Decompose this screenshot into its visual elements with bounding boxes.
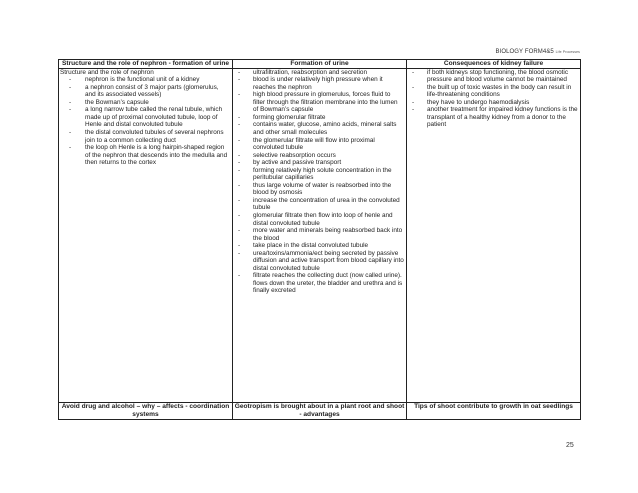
list-item bbox=[233, 197, 404, 212]
footer-row bbox=[59, 402, 581, 419]
list-item-text: more water and minerals being reabsorbed back into the blood bbox=[253, 227, 403, 242]
list-item-text: the distal convoluted tubules of several nephrons join to a common collecting duct bbox=[85, 128, 224, 144]
content-row bbox=[59, 68, 581, 402]
header-row bbox=[59, 60, 581, 69]
structure-cell-title: Structure and the role of nephron bbox=[60, 68, 154, 76]
list-item-text: urea/toxins/ammonia/ect being secreted by passive diffusion and active transport from blood capillary into distal convoluted tubule bbox=[253, 249, 404, 272]
header-title: BIOLOGY FORM4&5 bbox=[495, 49, 554, 55]
list-item bbox=[59, 129, 230, 144]
bullet-dash: - bbox=[238, 211, 241, 219]
formation-cell bbox=[233, 68, 407, 402]
list-item bbox=[407, 84, 578, 99]
list-item-text: high blood pressure in glomerulus, forces fluid to filter through the filtration membrane into the lumen of Bowman’s capsule bbox=[253, 91, 398, 114]
bullet-dash: - bbox=[238, 113, 241, 121]
list-item-text: take place in the distal convoluted tubule bbox=[253, 242, 369, 250]
bullet-dash: - bbox=[69, 106, 72, 114]
page-header bbox=[495, 49, 580, 55]
list-item-text: glomerular filtrate then flow into loop of henle and distal convoluted tubule bbox=[253, 211, 393, 227]
list-item bbox=[407, 106, 578, 129]
bullet-dash: - bbox=[238, 166, 241, 174]
bullet-dash: - bbox=[238, 181, 241, 189]
list-item bbox=[233, 91, 404, 114]
bullet-dash: - bbox=[69, 83, 72, 91]
list-item bbox=[407, 69, 578, 84]
bullet-dash: - bbox=[69, 76, 72, 84]
notes-table bbox=[58, 59, 581, 420]
consequences-list bbox=[407, 69, 580, 129]
header-cell-consequences: Consequences of kidney failure bbox=[407, 60, 581, 69]
list-item bbox=[233, 76, 404, 91]
bullet-dash: - bbox=[412, 83, 415, 91]
bullet-dash: - bbox=[238, 76, 241, 84]
footer-cell-oat-seedlings: Tips of shoot contribute to growth in oat seedlings bbox=[407, 402, 581, 419]
list-item-text: the glomerular filtrate will flow into proximal convoluted tubule bbox=[253, 136, 375, 152]
bullet-dash: - bbox=[238, 249, 241, 257]
list-item bbox=[233, 212, 404, 227]
bullet-dash: - bbox=[238, 227, 241, 235]
list-item-text: another treatment for impaired kidney functions is the transplant of a healthy kidney from a donor to the patient bbox=[427, 106, 578, 129]
list-item-text: a long narrow tube called the renal tubule, which made up of proximal convoluted tubule, loop of Henle and distal convoluted tubule bbox=[85, 106, 223, 129]
list-item bbox=[233, 69, 404, 77]
list-item-text: ultrafiltration, reabsorption and secretion bbox=[253, 68, 368, 76]
list-item bbox=[59, 144, 230, 167]
list-item-text: blood is under relatively high pressure when it reaches the nephron bbox=[253, 76, 383, 91]
list-item bbox=[233, 159, 404, 167]
list-item-text: the loop oh Henle is a long hairpin-shaped region of the nephron that descends into the medulla and then returns to the cortex bbox=[85, 144, 228, 167]
list-item-text: forming relatively high solute concentration in the peritubular capillaries bbox=[253, 166, 392, 182]
bullet-dash: - bbox=[69, 98, 72, 106]
list-item-text: the built up of toxic wastes in the body can result in life-threatening conditions bbox=[427, 83, 572, 99]
list-item bbox=[233, 227, 404, 242]
list-item bbox=[233, 250, 404, 273]
list-item bbox=[233, 242, 404, 250]
list-item bbox=[233, 182, 404, 197]
bullet-dash: - bbox=[412, 68, 415, 76]
bullet-dash: - bbox=[412, 106, 415, 114]
list-item bbox=[233, 167, 404, 182]
structure-list bbox=[59, 76, 232, 167]
structure-cell bbox=[59, 68, 233, 402]
list-item bbox=[233, 152, 404, 160]
header-cell-formation: Formation of urine bbox=[233, 60, 407, 69]
bullet-dash: - bbox=[238, 272, 241, 280]
bullet-dash: - bbox=[238, 68, 241, 76]
list-item-text: selective reabsorption occurs bbox=[253, 151, 336, 159]
list-item bbox=[233, 272, 404, 295]
list-item-text: by active and passive transport bbox=[253, 159, 342, 167]
bullet-dash: - bbox=[69, 128, 72, 136]
list-item-text: if both kidneys stop functioning, the blood osmotic pressure and blood volume cannot be maintained bbox=[427, 68, 569, 84]
consequences-cell bbox=[407, 68, 581, 402]
header-small-text: Life Processes bbox=[555, 50, 580, 54]
list-item bbox=[59, 106, 230, 129]
list-item bbox=[59, 99, 230, 107]
bullet-dash: - bbox=[238, 196, 241, 204]
list-item-text: they have to undergo haemodialysis bbox=[427, 98, 530, 106]
bullet-dash: - bbox=[238, 91, 241, 99]
bullet-dash: - bbox=[238, 242, 241, 250]
footer-cell-drugs: Avoid drug and alcohol – why – affects - coordination systems bbox=[59, 402, 233, 419]
list-item-text: nephron is the functional unit of a kidney bbox=[85, 76, 200, 84]
bullet-dash: - bbox=[238, 159, 241, 167]
page-number: 25 bbox=[566, 442, 574, 449]
bullet-dash: - bbox=[412, 98, 415, 106]
bullet-dash: - bbox=[238, 151, 241, 159]
list-item bbox=[233, 121, 404, 136]
list-item bbox=[233, 114, 404, 122]
list-item-text: a nephron consist of 3 major parts (glomerulus, and its associated vessels) bbox=[85, 83, 219, 99]
list-item-text: forming glomerular filtrate bbox=[253, 113, 326, 121]
list-item bbox=[233, 137, 404, 152]
list-item-text: the Bowman’s capsule bbox=[85, 98, 149, 106]
list-item bbox=[59, 76, 230, 84]
list-item bbox=[407, 99, 578, 107]
list-item bbox=[59, 84, 230, 99]
list-item-text: contains water, glucose, amino acids, mineral salts and other small molecules bbox=[253, 121, 397, 136]
bullet-dash: - bbox=[238, 136, 241, 144]
bullet-dash: - bbox=[69, 144, 72, 152]
bullet-dash: - bbox=[238, 121, 241, 129]
footer-cell-geotropism: Geotropism is brought about in a plant root and shoot - advantages bbox=[233, 402, 407, 419]
header-cell-structure: Structure and the role of nephron - formation of urine bbox=[59, 60, 233, 69]
formation-list bbox=[233, 69, 406, 295]
list-item-text: filtrate reaches the collecting duct (now called urine). flows down the ureter, the bladder and urethra and is finally excreted bbox=[253, 272, 403, 295]
list-item-text: increase the concentration of urea in the convoluted tubule bbox=[253, 196, 400, 212]
list-item-text: thus large volume of water is reabsorbed into the blood by osmosis bbox=[253, 181, 392, 197]
